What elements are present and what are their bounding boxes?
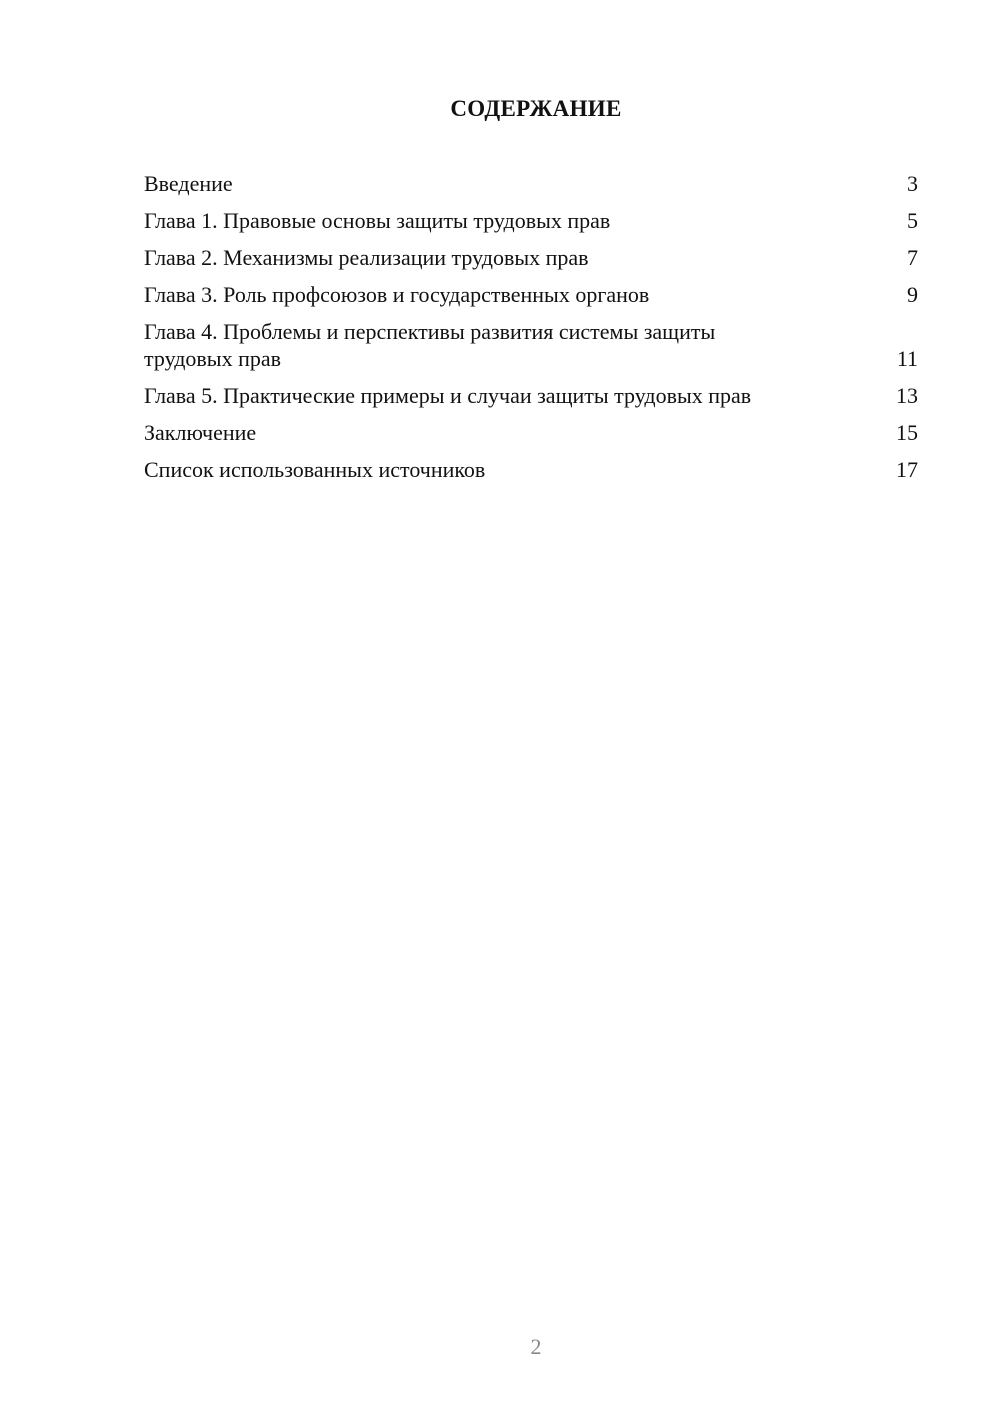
toc-entry-text: Заключение xyxy=(144,420,257,445)
toc-entry-chapter-1 xyxy=(144,207,918,234)
toc-entry-text: Глава 3. Роль профсоюзов и государственных органов xyxy=(144,282,650,307)
toc-entry-page: 5 xyxy=(907,208,918,233)
toc-entry-text: Глава 4. Проблемы и перспективы развития системы защиты трудовых прав xyxy=(144,319,716,371)
toc-entry-page: 11 xyxy=(896,346,918,371)
toc-entry-page: 3 xyxy=(907,171,918,196)
toc-entry-chapter-2 xyxy=(144,244,918,271)
toc-entry-page: 15 xyxy=(896,420,918,445)
page-title: СОДЕРЖАНИЕ xyxy=(450,96,622,121)
toc-entry-text: Глава 1. Правовые основы защиты трудовых прав xyxy=(144,208,611,233)
toc-entry-page: 9 xyxy=(907,282,918,307)
toc-entry-text: Глава 5. Практические примеры и случаи защиты трудовых прав xyxy=(144,383,752,408)
page-number: 2 xyxy=(530,1334,542,1359)
toc-entry-page: 17 xyxy=(896,457,918,482)
toc-entry-references xyxy=(144,456,918,483)
toc-entry-chapter-4 xyxy=(144,318,918,372)
toc-entry-conclusion xyxy=(144,419,918,446)
toc-entry-text: Введение xyxy=(144,171,233,196)
toc-entry-introduction xyxy=(144,170,918,197)
toc-entry-chapter-3 xyxy=(144,281,918,308)
toc-entry-page: 7 xyxy=(907,245,918,270)
toc-entry-text: Глава 2. Механизмы реализации трудовых прав xyxy=(144,245,589,270)
toc-entry-page: 13 xyxy=(896,383,918,408)
toc-entry-text: Список использованных источников xyxy=(144,457,486,482)
toc-entry-chapter-5 xyxy=(144,382,918,409)
table-of-contents xyxy=(144,170,918,493)
